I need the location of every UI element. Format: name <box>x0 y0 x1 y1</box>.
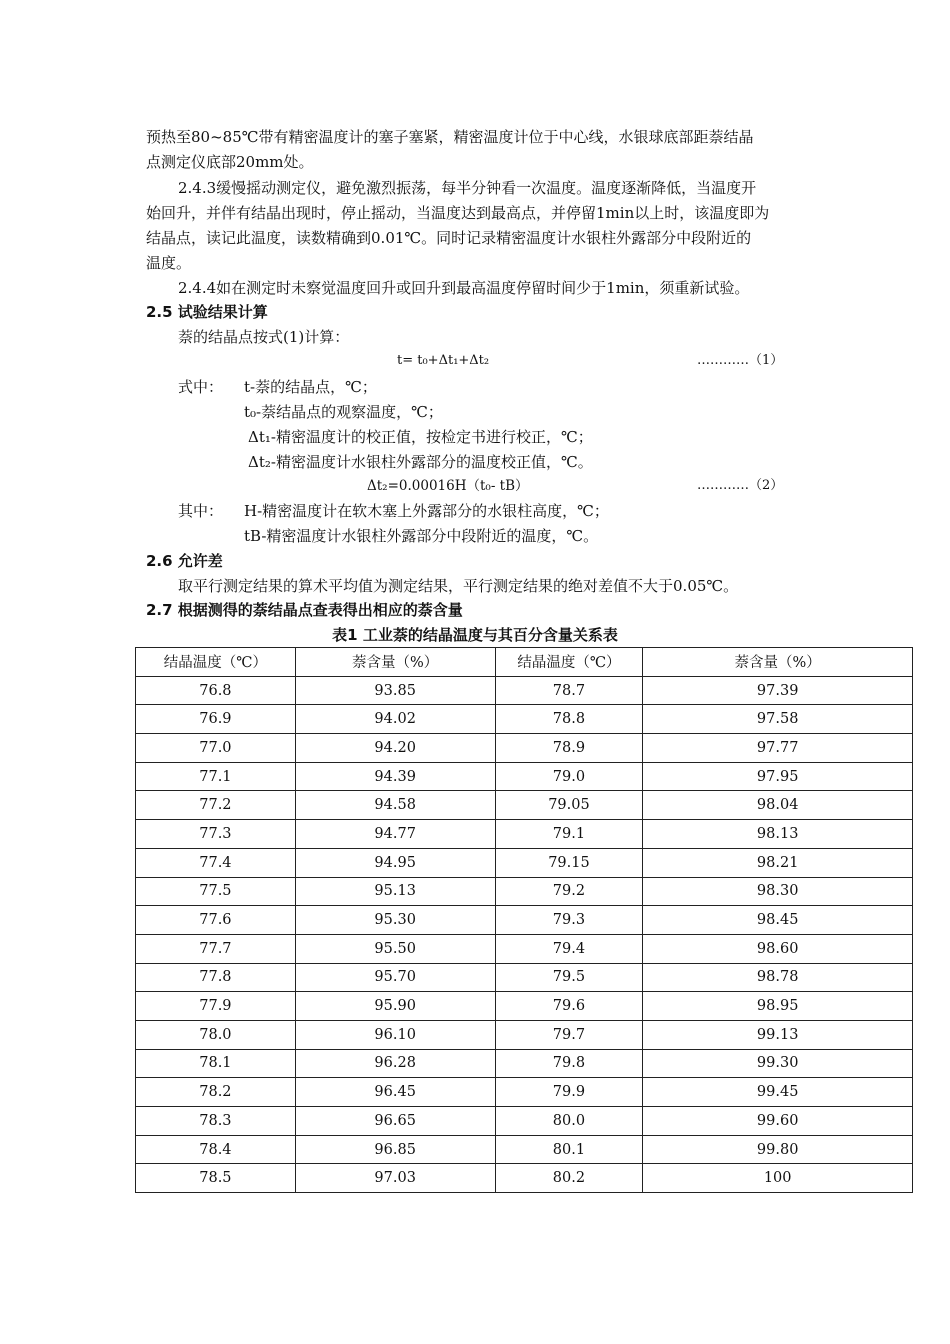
table-row <box>136 734 913 763</box>
table-cell: 80.2 <box>495 1164 643 1193</box>
section-heading: 2.7 根据测得的萘结晶点查表得出相应的萘含量 <box>146 601 463 619</box>
formula-1-number: …………（1） <box>697 353 784 368</box>
table-row <box>136 791 913 820</box>
table-cell: 78.1 <box>136 1049 296 1078</box>
table-row <box>136 848 913 877</box>
table-cell: 79.9 <box>495 1078 643 1107</box>
table-cell: 98.45 <box>643 906 913 935</box>
paragraph-line: 取平行测定结果的算术平均值为测定结果，平行测定结果的绝对差值不大于0.05℃。 <box>178 577 739 595</box>
table-cell: 95.50 <box>295 934 495 963</box>
table-cell: 78.2 <box>136 1078 296 1107</box>
variable-definition: Δt₁-精密温度计的校正值，按检定书进行校正，℃； <box>248 428 593 446</box>
table-row <box>136 676 913 705</box>
table-cell: 79.6 <box>495 992 643 1021</box>
table-cell: 98.78 <box>643 963 913 992</box>
table-cell: 77.2 <box>136 791 296 820</box>
table-row <box>136 1078 913 1107</box>
table-cell: 95.13 <box>295 877 495 906</box>
table-cell: 98.04 <box>643 791 913 820</box>
table-cell: 99.30 <box>643 1049 913 1078</box>
crystallization-table <box>135 647 913 1193</box>
table-cell: 78.5 <box>136 1164 296 1193</box>
table-row <box>136 1049 913 1078</box>
table-cell: 97.39 <box>643 676 913 705</box>
table-cell: 79.05 <box>495 791 643 820</box>
table-cell: 99.60 <box>643 1107 913 1136</box>
table-cell: 79.8 <box>495 1049 643 1078</box>
table-header-row <box>136 648 913 677</box>
table-cell: 79.2 <box>495 877 643 906</box>
table-row <box>136 1164 913 1193</box>
table-cell: 78.9 <box>495 734 643 763</box>
table-cell: 97.03 <box>295 1164 495 1193</box>
table-cell: 78.0 <box>136 1020 296 1049</box>
table-cell: 79.4 <box>495 934 643 963</box>
column-header: 萘含量（%） <box>295 648 495 677</box>
table-row <box>136 934 913 963</box>
table-cell: 96.45 <box>295 1078 495 1107</box>
table-cell: 77.3 <box>136 820 296 849</box>
table-cell: 98.95 <box>643 992 913 1021</box>
table-cell: 97.58 <box>643 705 913 734</box>
table-row <box>136 1020 913 1049</box>
table-cell: 77.0 <box>136 734 296 763</box>
table-cell: 78.7 <box>495 676 643 705</box>
table-cell: 99.13 <box>643 1020 913 1049</box>
table-cell: 94.77 <box>295 820 495 849</box>
column-header: 结晶温度（℃） <box>136 648 296 677</box>
table-cell: 98.21 <box>643 848 913 877</box>
paragraph-line: 始回升，并伴有结晶出现时，停止摇动，当温度达到最高点，并停留1min以上时，该温度即为 <box>146 204 770 222</box>
table-cell: 93.85 <box>295 676 495 705</box>
formula-2: Δt₂=0.00016H（t₀- tB） <box>367 478 529 494</box>
table-row <box>136 820 913 849</box>
column-header: 萘含量（%） <box>643 648 913 677</box>
table-cell: 79.1 <box>495 820 643 849</box>
table-cell: 77.6 <box>136 906 296 935</box>
table-row <box>136 1135 913 1164</box>
formula-1: t= t₀+Δt₁+Δt₂ <box>397 353 490 368</box>
variable-definition: H-精密温度计在软木塞上外露部分的水银柱高度，℃； <box>244 502 609 520</box>
table-cell: 94.02 <box>295 705 495 734</box>
table-cell: 79.7 <box>495 1020 643 1049</box>
paragraph-line: 温度。 <box>146 254 192 272</box>
table-cell: 97.95 <box>643 762 913 791</box>
where-label: 式中： <box>178 378 224 396</box>
table-cell: 79.3 <box>495 906 643 935</box>
table-cell: 77.5 <box>136 877 296 906</box>
table-cell: 96.28 <box>295 1049 495 1078</box>
table-cell: 76.9 <box>136 705 296 734</box>
table-row <box>136 963 913 992</box>
variable-definition: Δt₂-精密温度计水银柱外露部分的温度校正值，℃。 <box>248 453 593 471</box>
variable-definition: t-萘的结晶点，℃； <box>244 378 377 396</box>
table-cell: 77.9 <box>136 992 296 1021</box>
table-cell: 80.0 <box>495 1107 643 1136</box>
table-cell: 79.5 <box>495 963 643 992</box>
table-cell: 94.20 <box>295 734 495 763</box>
table-cell: 94.39 <box>295 762 495 791</box>
table-row <box>136 705 913 734</box>
table-cell: 78.4 <box>136 1135 296 1164</box>
section-heading: 2.5 试验结果计算 <box>146 303 268 321</box>
table-cell: 100 <box>643 1164 913 1193</box>
paragraph-line: 2.4.4如在测定时未察觉温度回升或回升到最高温度停留时间少于1min，须重新试验。 <box>178 279 750 297</box>
table-row <box>136 877 913 906</box>
table-row <box>136 906 913 935</box>
variable-definition: tB-精密温度计水银柱外露部分中段附近的温度，℃。 <box>244 527 599 545</box>
table-cell: 99.80 <box>643 1135 913 1164</box>
table-cell: 95.90 <box>295 992 495 1021</box>
table-body <box>136 676 913 1192</box>
table-cell: 99.45 <box>643 1078 913 1107</box>
table-cell: 77.1 <box>136 762 296 791</box>
section-heading: 2.6 允许差 <box>146 552 223 570</box>
table-cell: 95.30 <box>295 906 495 935</box>
table-cell: 98.13 <box>643 820 913 849</box>
column-header: 结晶温度（℃） <box>495 648 643 677</box>
table-row <box>136 992 913 1021</box>
table-cell: 96.65 <box>295 1107 495 1136</box>
table-row <box>136 1107 913 1136</box>
table-cell: 77.8 <box>136 963 296 992</box>
table-cell: 76.8 <box>136 676 296 705</box>
paragraph-line: 2.4.3缓慢摇动测定仪，避免激烈振荡，每半分钟看一次温度。温度逐渐降低，当温度开 <box>178 179 757 197</box>
paragraph-line: 预热至80~85℃带有精密温度计的塞子塞紧，精密温度计位于中心线，水银球底部距萘结晶 <box>146 128 754 146</box>
table-cell: 77.4 <box>136 848 296 877</box>
table-cell: 94.58 <box>295 791 495 820</box>
table-cell: 97.77 <box>643 734 913 763</box>
among-label: 其中： <box>178 502 224 520</box>
table-row <box>136 762 913 791</box>
table-cell: 98.60 <box>643 934 913 963</box>
formula-intro: 萘的结晶点按式(1)计算： <box>178 328 350 346</box>
table-cell: 79.15 <box>495 848 643 877</box>
table-cell: 80.1 <box>495 1135 643 1164</box>
variable-definition: t₀-萘结晶点的观察温度，℃； <box>244 403 443 421</box>
table-cell: 77.7 <box>136 934 296 963</box>
table-cell: 95.70 <box>295 963 495 992</box>
table-cell: 94.95 <box>295 848 495 877</box>
table-caption: 表1 工业萘的结晶温度与其百分含量关系表 <box>332 626 618 644</box>
table-cell: 96.85 <box>295 1135 495 1164</box>
table-cell: 79.0 <box>495 762 643 791</box>
formula-2-number: …………（2） <box>697 478 784 493</box>
table-cell: 96.10 <box>295 1020 495 1049</box>
table-cell: 98.30 <box>643 877 913 906</box>
paragraph-line: 点测定仪底部20mm处。 <box>146 153 314 171</box>
paragraph-line: 结晶点，读记此温度，读数精确到0.01℃。同时记录精密温度计水银柱外露部分中段附近的 <box>146 229 752 247</box>
table-cell: 78.8 <box>495 705 643 734</box>
table-cell: 78.3 <box>136 1107 296 1136</box>
